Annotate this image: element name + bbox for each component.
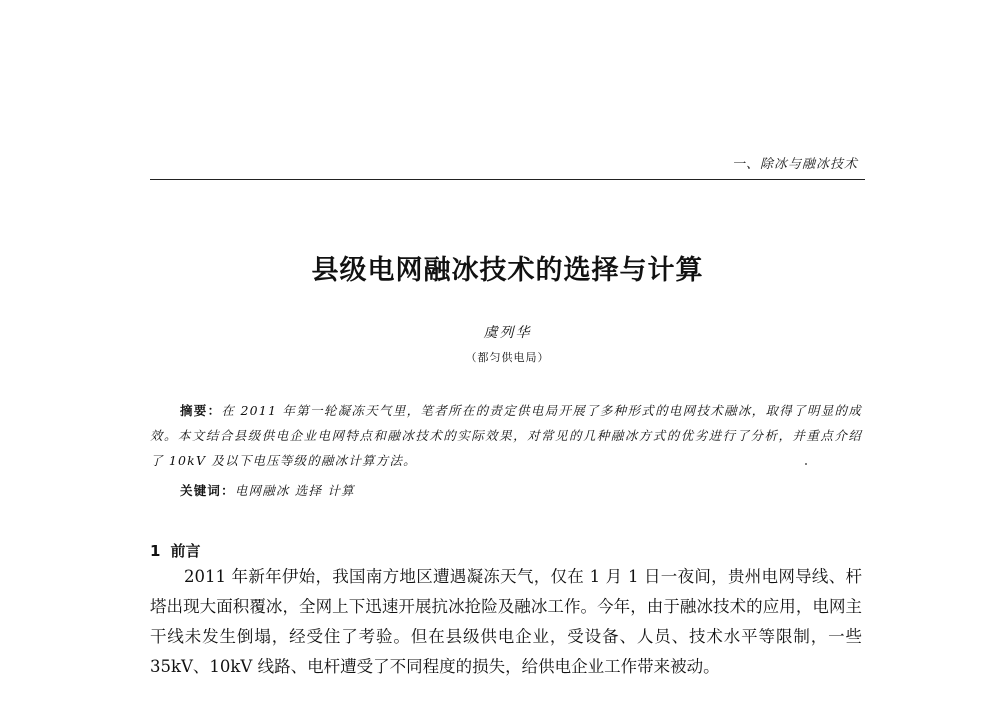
author-name: 虞列华 bbox=[483, 325, 532, 341]
paper-title: 县级电网融冰技术的选择与计算 bbox=[311, 255, 704, 286]
keywords bbox=[180, 481, 860, 499]
keywords-label: 关键词： bbox=[180, 483, 235, 498]
section-title: 前言 bbox=[170, 542, 201, 560]
running-header: 一、除冰与融冰技术 bbox=[731, 157, 858, 172]
header-rule bbox=[150, 179, 865, 180]
intro-paragraph: 2011 年新年伊始，我国南方地区遭遇凝冻天气，仅在 1 月 1 日一夜间，贵州电网导线、杆塔出现大面积覆冰，全网上下迅速开展抗冰抢险及融冰工作。今年，由于融冰技术的应用，电网主干线未发生倒塌，经受住了考验。但在县级供电企业，受设备、人员、技术水平等限制，一些 35kV、10kV 线路、电杆遭受了不同程度的损失，给供电企业工作带来被动。 bbox=[150, 567, 862, 676]
abstract-text: 在 2011 年第一轮凝冻天气里，笔者所在的责定供电局开展了多种形式的电网技术融冰，取得了明显的成效。本文结合县级供电企业电网特点和融冰技术的实际效果，对常见的几种融冰方式的优劣进行了分析，并重点介绍了 10kV 及以下电压等级的融冰计算方法。 bbox=[150, 403, 863, 468]
section-heading-intro bbox=[150, 540, 200, 561]
scan-speck bbox=[805, 463, 807, 465]
abstract-label: 摘要： bbox=[180, 403, 222, 418]
author-affiliation: （都匀供电局） bbox=[465, 351, 550, 364]
section-number: 1 bbox=[150, 542, 161, 560]
keywords-text: 电网融冰 选择 计算 bbox=[234, 483, 355, 498]
abstract bbox=[150, 398, 862, 473]
